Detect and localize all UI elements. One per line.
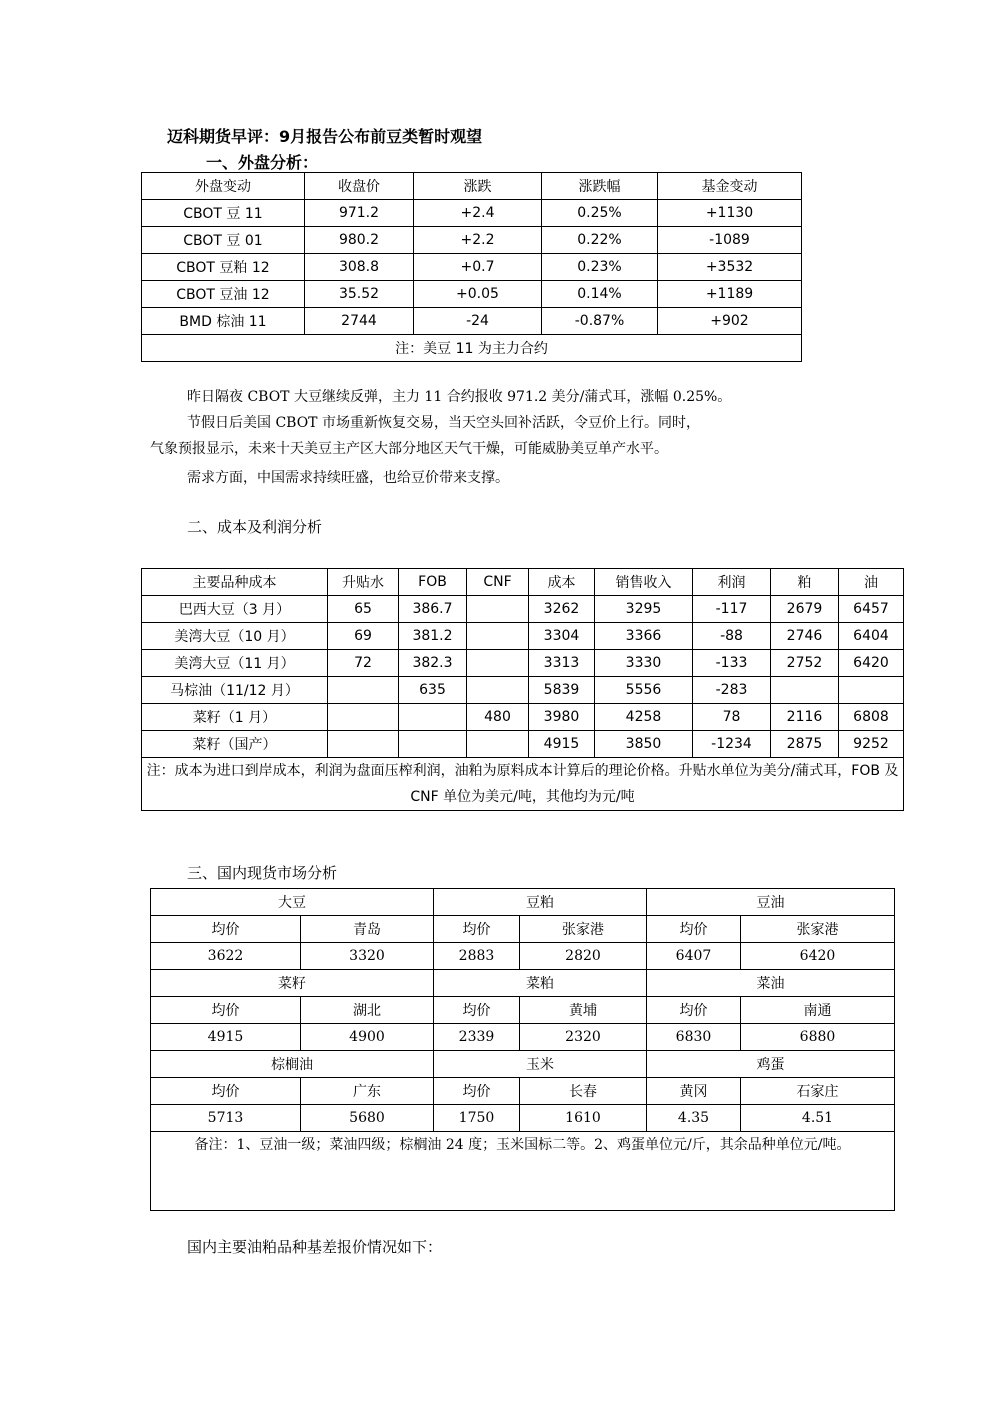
table-cell — [399, 704, 467, 731]
value-cell: 4915 — [151, 1024, 301, 1051]
table-cell: 480 — [467, 704, 529, 731]
table-row — [142, 308, 802, 335]
value-cell: 2339 — [434, 1024, 520, 1051]
product-cell: 豆油 — [647, 889, 895, 916]
table-cell: 3295 — [595, 596, 693, 623]
value-cell: 1750 — [434, 1105, 520, 1132]
product-cell: 菜籽 — [151, 970, 434, 997]
label-row — [151, 916, 895, 943]
product-cell: 大豆 — [151, 889, 434, 916]
product-row — [151, 970, 895, 997]
table-cell: 6457 — [839, 596, 904, 623]
product-cell: 棕榈油 — [151, 1051, 434, 1078]
header-cell: 销售收入 — [595, 569, 693, 596]
table-cell — [399, 731, 467, 758]
table-cell: 4258 — [595, 704, 693, 731]
table-cell: +1189 — [658, 281, 802, 308]
label-cell: 广东 — [301, 1078, 434, 1105]
header-cell: 利润 — [693, 569, 771, 596]
table-cell: 971.2 — [305, 200, 414, 227]
table-cell: 3262 — [529, 596, 595, 623]
table-cell — [839, 677, 904, 704]
table-cell — [467, 596, 529, 623]
label-cell: 均价 — [647, 997, 741, 1024]
table-cell: 2744 — [305, 308, 414, 335]
value-cell: 1610 — [520, 1105, 647, 1132]
label-cell: 均价 — [151, 1078, 301, 1105]
header-cell: 成本 — [529, 569, 595, 596]
header-cell: 升贴水 — [328, 569, 399, 596]
label-cell: 青岛 — [301, 916, 434, 943]
cost-profit-table — [141, 568, 904, 811]
table-cell: 3313 — [529, 650, 595, 677]
table-cell: 78 — [693, 704, 771, 731]
table-cell: +902 — [658, 308, 802, 335]
table-cell — [328, 677, 399, 704]
value-cell: 2320 — [520, 1024, 647, 1051]
table-row — [142, 200, 802, 227]
value-cell: 3320 — [301, 943, 434, 970]
table-cell — [328, 704, 399, 731]
label-cell: 黄冈 — [647, 1078, 741, 1105]
table-cell: 美湾大豆（11 月） — [142, 650, 328, 677]
label-row — [151, 997, 895, 1024]
table-cell: 381.2 — [399, 623, 467, 650]
product-cell: 豆粕 — [434, 889, 647, 916]
label-cell: 均价 — [151, 997, 301, 1024]
table-cell — [467, 650, 529, 677]
header-cell: 基金变动 — [658, 173, 802, 200]
table-cell: 6404 — [839, 623, 904, 650]
table-cell: 3850 — [595, 731, 693, 758]
label-cell: 湖北 — [301, 997, 434, 1024]
product-row — [151, 1051, 895, 1078]
table-cell: 382.3 — [399, 650, 467, 677]
value-cell: 6407 — [647, 943, 741, 970]
table-cell — [771, 677, 839, 704]
table-cell: -117 — [693, 596, 771, 623]
value-row — [151, 1105, 895, 1132]
value-cell: 5680 — [301, 1105, 434, 1132]
header-cell: 外盘变动 — [142, 173, 305, 200]
table-row — [142, 596, 904, 623]
paragraph: 节假日后美国 CBOT 市场重新恢复交易，当天空头回补活跃，令豆价上行。同时， — [187, 415, 700, 431]
value-cell: 4.51 — [741, 1105, 895, 1132]
table-cell — [467, 731, 529, 758]
table-cell: -283 — [693, 677, 771, 704]
table-cell: 72 — [328, 650, 399, 677]
table-cell: CBOT 豆油 12 — [142, 281, 305, 308]
table-cell: 6808 — [839, 704, 904, 731]
table-cell: +0.7 — [414, 254, 542, 281]
table-cell: +2.4 — [414, 200, 542, 227]
table-row — [142, 623, 904, 650]
table-row — [142, 227, 802, 254]
value-cell: 6880 — [741, 1024, 895, 1051]
label-cell: 长春 — [520, 1078, 647, 1105]
product-cell: 玉米 — [434, 1051, 647, 1078]
table-cell: CBOT 豆 01 — [142, 227, 305, 254]
label-cell: 张家港 — [741, 916, 895, 943]
table-cell: 35.52 — [305, 281, 414, 308]
table-row — [142, 650, 904, 677]
table-row — [142, 281, 802, 308]
spot-market-table — [150, 888, 895, 1211]
value-cell: 6420 — [741, 943, 895, 970]
label-cell: 石家庄 — [741, 1078, 895, 1105]
value-cell: 4900 — [301, 1024, 434, 1051]
table-cell: 2116 — [771, 704, 839, 731]
value-row — [151, 943, 895, 970]
table-cell: 马棕油（11/12 月） — [142, 677, 328, 704]
table-cell: 巴西大豆（3 月） — [142, 596, 328, 623]
table-cell: 5556 — [595, 677, 693, 704]
product-cell: 鸡蛋 — [647, 1051, 895, 1078]
table-row — [142, 254, 802, 281]
table-cell: 308.8 — [305, 254, 414, 281]
table-cell: 0.23% — [542, 254, 658, 281]
table-cell: -24 — [414, 308, 542, 335]
table-cell: 980.2 — [305, 227, 414, 254]
table-cell: 4915 — [529, 731, 595, 758]
table-cell: -0.87% — [542, 308, 658, 335]
label-cell: 黄埔 — [520, 997, 647, 1024]
table-note: 备注：1、豆油一级；菜油四级；棕榈油 24 度；玉米国标二等。2、鸡蛋单位元/斤，其余品种单位元/吨。 — [151, 1132, 895, 1211]
label-cell: 均价 — [151, 916, 301, 943]
table-cell: 3366 — [595, 623, 693, 650]
paragraph: 气象预报显示，未来十天美豆主产区大部分地区天气干燥，可能威胁美豆单产水平。 — [150, 441, 668, 457]
table-row — [142, 704, 904, 731]
table-cell: 69 — [328, 623, 399, 650]
value-cell: 4.35 — [647, 1105, 741, 1132]
label-cell: 均价 — [434, 997, 520, 1024]
table-row — [142, 731, 904, 758]
section3-heading: 三、国内现货市场分析 — [187, 864, 338, 882]
label-row — [151, 1078, 895, 1105]
paragraph: 需求方面，中国需求持续旺盛，也给豆价带来支撑。 — [187, 470, 509, 486]
foreign-market-table — [141, 172, 802, 362]
table-note-row — [142, 758, 904, 811]
value-cell: 2820 — [520, 943, 647, 970]
table-note-row — [151, 1132, 895, 1211]
product-cell: 菜粕 — [434, 970, 647, 997]
table-cell — [467, 623, 529, 650]
header-cell: 收盘价 — [305, 173, 414, 200]
header-cell: 涨跌幅 — [542, 173, 658, 200]
table-cell: 菜籽（1 月） — [142, 704, 328, 731]
table-cell: 0.14% — [542, 281, 658, 308]
value-cell: 6830 — [647, 1024, 741, 1051]
table-cell: -1234 — [693, 731, 771, 758]
value-row — [151, 1024, 895, 1051]
table-header-row — [142, 173, 802, 200]
label-cell: 均价 — [434, 916, 520, 943]
table-note: 注：美豆 11 为主力合约 — [142, 335, 802, 362]
table-cell: CBOT 豆粕 12 — [142, 254, 305, 281]
table-cell: +2.2 — [414, 227, 542, 254]
table-cell: 3330 — [595, 650, 693, 677]
table-note-row — [142, 335, 802, 362]
label-cell: 均价 — [434, 1078, 520, 1105]
table-cell: 9252 — [839, 731, 904, 758]
value-cell: 2883 — [434, 943, 520, 970]
paragraph: 昨日隔夜 CBOT 大豆继续反弹，主力 11 合约报收 971.2 美分/蒲式耳，涨幅 0.25%。 — [187, 389, 732, 405]
label-cell: 均价 — [647, 916, 741, 943]
table-cell: -88 — [693, 623, 771, 650]
value-cell: 5713 — [151, 1105, 301, 1132]
table-row — [142, 677, 904, 704]
header-cell: 涨跌 — [414, 173, 542, 200]
section1-heading: 一、外盘分析： — [206, 153, 319, 172]
product-cell: 菜油 — [647, 970, 895, 997]
label-cell: 张家港 — [520, 916, 647, 943]
page-title: 迈科期货早评：9月报告公布前豆类暂时观望 — [167, 127, 483, 146]
header-cell: CNF — [467, 569, 529, 596]
table-cell: 3980 — [529, 704, 595, 731]
table-cell: BMD 棕油 11 — [142, 308, 305, 335]
section2-heading: 二、成本及利润分析 — [187, 518, 323, 536]
table-cell: 菜籽（国产） — [142, 731, 328, 758]
table-cell: 2875 — [771, 731, 839, 758]
table-cell: 2679 — [771, 596, 839, 623]
table-cell: -133 — [693, 650, 771, 677]
table-cell: CBOT 豆 11 — [142, 200, 305, 227]
table-cell: 美湾大豆（10 月） — [142, 623, 328, 650]
table-cell: 2746 — [771, 623, 839, 650]
value-cell: 3622 — [151, 943, 301, 970]
footer-paragraph: 国内主要油粕品种基差报价情况如下： — [187, 1238, 443, 1256]
table-cell: +0.05 — [414, 281, 542, 308]
table-header-row — [142, 569, 904, 596]
table-cell: 0.25% — [542, 200, 658, 227]
table-note: 注：成本为进口到岸成本，利润为盘面压榨利润，油粕为原料成本计算后的理论价格。升贴水单位为美分/蒲式耳，FOB 及 CNF 单位为美元/吨，其他均为元/吨 — [142, 758, 904, 811]
header-cell: 粕 — [771, 569, 839, 596]
product-row — [151, 889, 895, 916]
table-cell: 65 — [328, 596, 399, 623]
header-cell: 主要品种成本 — [142, 569, 328, 596]
header-cell: 油 — [839, 569, 904, 596]
table-cell: 0.22% — [542, 227, 658, 254]
table-cell — [467, 677, 529, 704]
table-cell — [328, 731, 399, 758]
table-cell: 6420 — [839, 650, 904, 677]
table-cell: 2752 — [771, 650, 839, 677]
table-cell: 3304 — [529, 623, 595, 650]
header-cell: FOB — [399, 569, 467, 596]
table-cell: +1130 — [658, 200, 802, 227]
label-cell: 南通 — [741, 997, 895, 1024]
table-cell: 5839 — [529, 677, 595, 704]
table-cell: +3532 — [658, 254, 802, 281]
table-cell: -1089 — [658, 227, 802, 254]
table-cell: 386.7 — [399, 596, 467, 623]
table-cell: 635 — [399, 677, 467, 704]
